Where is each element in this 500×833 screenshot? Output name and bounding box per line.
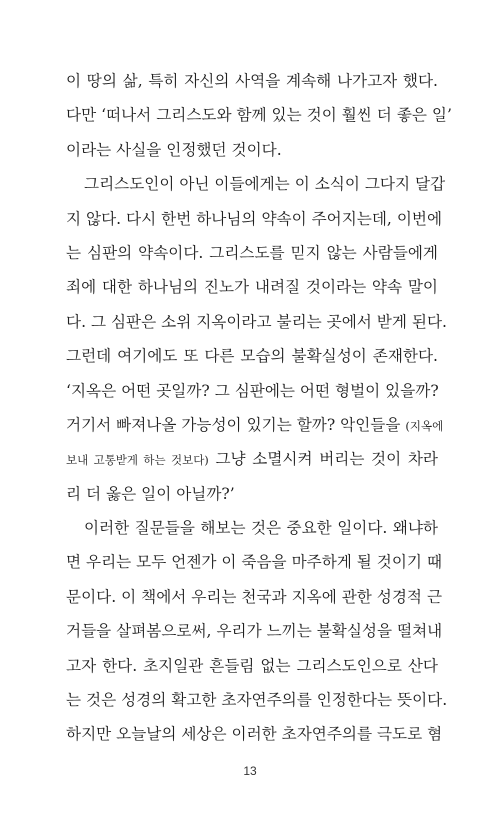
text-line: 거들을 살펴봄으로써, 우리가 느끼는 불확실성을 떨쳐내 bbox=[66, 622, 443, 641]
text-line: 고자 한다. 초지일관 흔들림 없는 그리스도인으로 산다 bbox=[66, 656, 438, 675]
page-number: 13 bbox=[243, 764, 257, 778]
text-line: 다. 그 심판은 소위 지옥이라고 불리는 곳에서 받게 된다. bbox=[66, 312, 447, 331]
paragraph-first-line: 이러한 질문들을 해보는 것은 중요한 일이다. 왜냐하 bbox=[84, 519, 438, 538]
text-line: 는 심판의 약속이다. 그리스도를 믿지 않는 사람들에게 bbox=[66, 243, 438, 262]
text-line: 지 않다. 다시 한번 하나님의 약속이 주어지는데, 이번에 bbox=[66, 209, 443, 228]
paragraph-first-line: 그리스도인이 아닌 이들에게는 이 소식이 그다지 달갑 bbox=[84, 175, 446, 194]
text-line: 하지만 오늘날의 세상은 이러한 초자연주의를 극도로 혐 bbox=[66, 725, 443, 744]
text-line: ‘지옥은 어떤 곳일까? 그 심판에는 어떤 형벌이 있을까? bbox=[66, 381, 439, 400]
text-line bbox=[66, 442, 438, 476]
text-line: 는 것은 성경의 확고한 초자연주의를 인정한다는 뜻이다. bbox=[66, 691, 448, 710]
body-text bbox=[66, 64, 452, 752]
text-line: 이 땅의 삶, 특히 자신의 사역을 계속해 나가고자 했다. bbox=[66, 72, 438, 90]
text-line: 이라는 사실을 인정했던 것이다. bbox=[66, 140, 282, 159]
text-line: 면 우리는 모두 언젠가 이 죽음을 마주하게 될 것이기 때 bbox=[66, 553, 443, 572]
text-segment: 거기서 빠져나올 가능성이 있기는 할까? 악인들을 bbox=[66, 415, 401, 434]
text-segment: 그냥 소멸시켜 버리는 것이 차라 bbox=[215, 450, 438, 469]
text-line: 문이다. 이 책에서 우리는 천국과 지옥에 관한 성경적 근 bbox=[66, 587, 443, 606]
parenthetical-note: (지옥에 bbox=[405, 418, 444, 433]
text-line bbox=[66, 408, 444, 442]
text-line: 죄에 대한 하나님의 진노가 내려질 것이라는 약속 말이 bbox=[66, 278, 438, 297]
text-line: 그런데 여기에도 또 다른 모습의 불확실성이 존재한다. bbox=[66, 347, 438, 366]
text-line: 다만 ‘떠나서 그리스도와 함께 있는 것이 훨씬 더 좋은 일’ bbox=[66, 106, 452, 125]
text-line: 리 더 옳은 일이 아닐까?’ bbox=[66, 484, 235, 503]
parenthetical-note: 보내 고통받게 하는 것보다) bbox=[66, 453, 209, 468]
